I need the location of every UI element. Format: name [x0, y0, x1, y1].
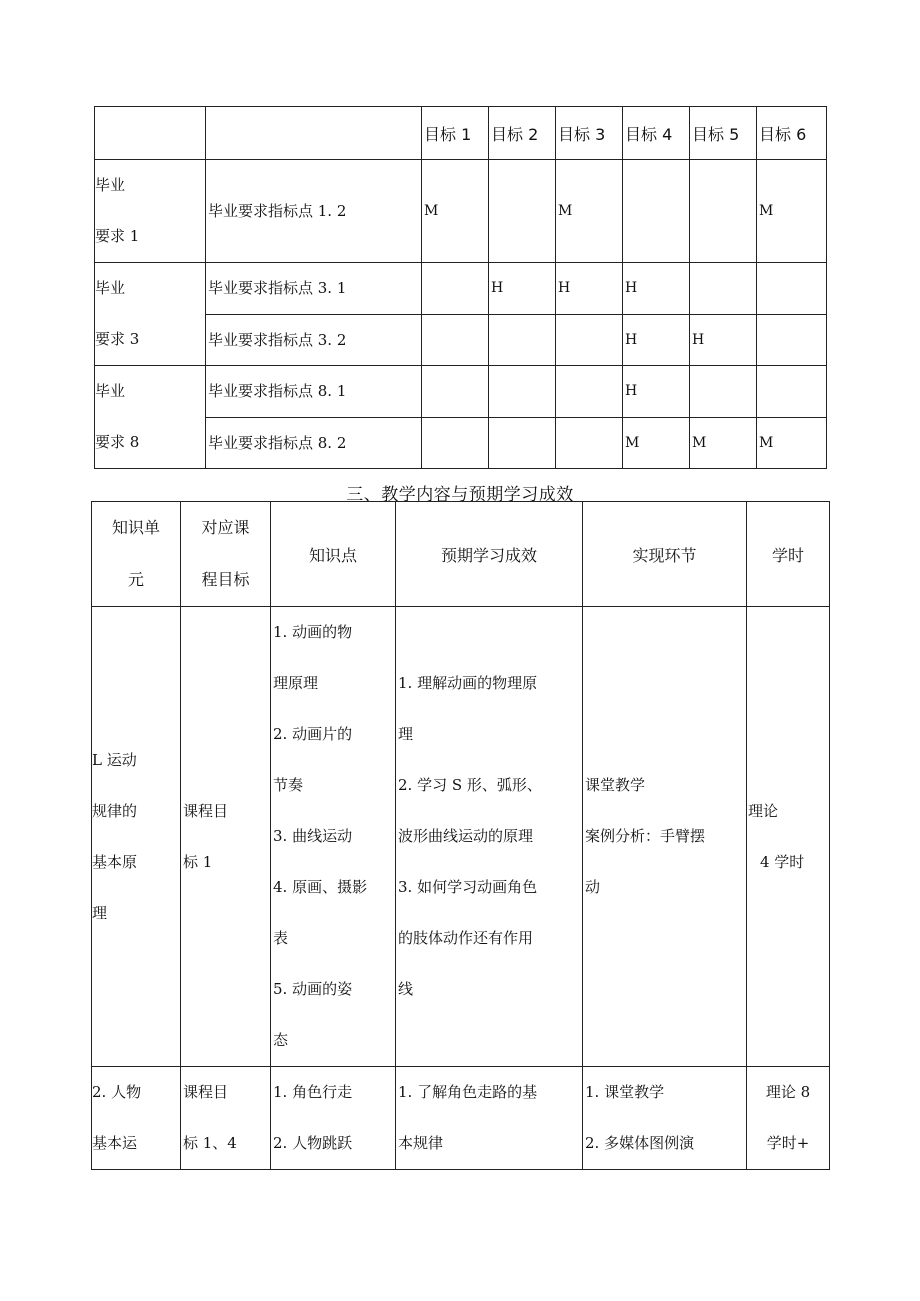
mark-cell: M [757, 417, 827, 469]
approach-cell: 1. 课堂教学 2. 多媒体图例演 [583, 1067, 747, 1170]
mark-cell [690, 160, 757, 263]
matrix-corner-cell [206, 107, 422, 160]
mark-cell: H [623, 366, 690, 418]
mark-cell: M [422, 160, 489, 263]
mark-cell [556, 366, 623, 418]
header-objective: 对应课 程目标 [181, 502, 271, 607]
indicator-cell: 毕业要求指标点 1. 2 [206, 160, 422, 263]
goal-header: 目标 5 [690, 107, 757, 160]
matrix-row [95, 366, 827, 418]
mark-cell: H [623, 314, 690, 366]
goal-header: 目标 2 [489, 107, 556, 160]
objective-cell: 课程目 标 1 [181, 607, 271, 1067]
requirement-cell: 毕业 要求 3 [95, 263, 206, 366]
matrix-row [95, 160, 827, 263]
approach-cell: 课堂教学 案例分析：手臂摆 动 [583, 607, 747, 1067]
mark-cell [422, 366, 489, 418]
mark-cell [757, 263, 827, 315]
mark-cell [690, 263, 757, 315]
hours-cell: 理论 8 学时+ [747, 1067, 830, 1170]
outcome-cell: 1. 理解动画的物理原 理 2. 学习 S 形、弧形、 波形曲线运动的原理 3. 如何学习动画角色 的肢体动作还有作用 线 [396, 607, 583, 1067]
mark-cell [422, 263, 489, 315]
unit-cell: 2. 人物 基本运 [92, 1067, 181, 1170]
hours-cell: 理论 4 学时 [747, 607, 830, 1067]
mark-cell [757, 366, 827, 418]
indicator-cell: 毕业要求指标点 3. 2 [206, 314, 422, 366]
matrix-header-row [95, 107, 827, 160]
mark-cell [489, 366, 556, 418]
goal-header: 目标 1 [422, 107, 489, 160]
goal-header: 目标 3 [556, 107, 623, 160]
content-header-row [92, 502, 830, 607]
mark-cell [623, 160, 690, 263]
goal-header: 目标 6 [757, 107, 827, 160]
mark-cell [422, 417, 489, 469]
mark-cell [757, 314, 827, 366]
mark-cell [556, 417, 623, 469]
header-hours: 学时 [747, 502, 830, 607]
mark-cell: M [556, 160, 623, 263]
mark-cell [556, 314, 623, 366]
matrix-corner-cell [95, 107, 206, 160]
section-title: 三、教学内容与预期学习成效 [346, 485, 574, 505]
knowledge-cell: 1. 角色行走 2. 人物跳跃 [271, 1067, 396, 1170]
header-approach: 实现环节 [583, 502, 747, 607]
outcome-cell: 1. 了解角色走路的基 本规律 [396, 1067, 583, 1170]
mark-cell: M [757, 160, 827, 263]
mark-cell [489, 314, 556, 366]
unit-cell: L 运动 规律的 基本原 理 [92, 607, 181, 1067]
requirement-cell: 毕业 要求 8 [95, 366, 206, 469]
mark-cell [422, 314, 489, 366]
mark-cell: M [623, 417, 690, 469]
header-knowledge: 知识点 [271, 502, 396, 607]
goal-header: 目标 4 [623, 107, 690, 160]
indicator-cell: 毕业要求指标点 8. 2 [206, 417, 422, 469]
mark-cell [489, 417, 556, 469]
mark-cell: H [556, 263, 623, 315]
teaching-content-table [91, 501, 830, 1170]
mark-cell: H [690, 314, 757, 366]
matrix-row [95, 263, 827, 315]
mark-cell [690, 366, 757, 418]
requirement-goal-matrix [94, 106, 827, 469]
content-row [92, 607, 830, 1067]
header-outcome: 预期学习成效 [396, 502, 583, 607]
knowledge-cell: 1. 动画的物 理原理 2. 动画片的 节奏 3. 曲线运动 4. 原画、摄影 表 5. 动画的姿 态 [271, 607, 396, 1067]
content-row [92, 1067, 830, 1170]
indicator-cell: 毕业要求指标点 3. 1 [206, 263, 422, 315]
mark-cell: M [690, 417, 757, 469]
objective-cell: 课程目 标 1、4 [181, 1067, 271, 1170]
mark-cell [489, 160, 556, 263]
mark-cell: H [623, 263, 690, 315]
mark-cell: H [489, 263, 556, 315]
indicator-cell: 毕业要求指标点 8. 1 [206, 366, 422, 418]
header-unit: 知识单 元 [92, 502, 181, 607]
requirement-cell: 毕业 要求 1 [95, 160, 206, 263]
